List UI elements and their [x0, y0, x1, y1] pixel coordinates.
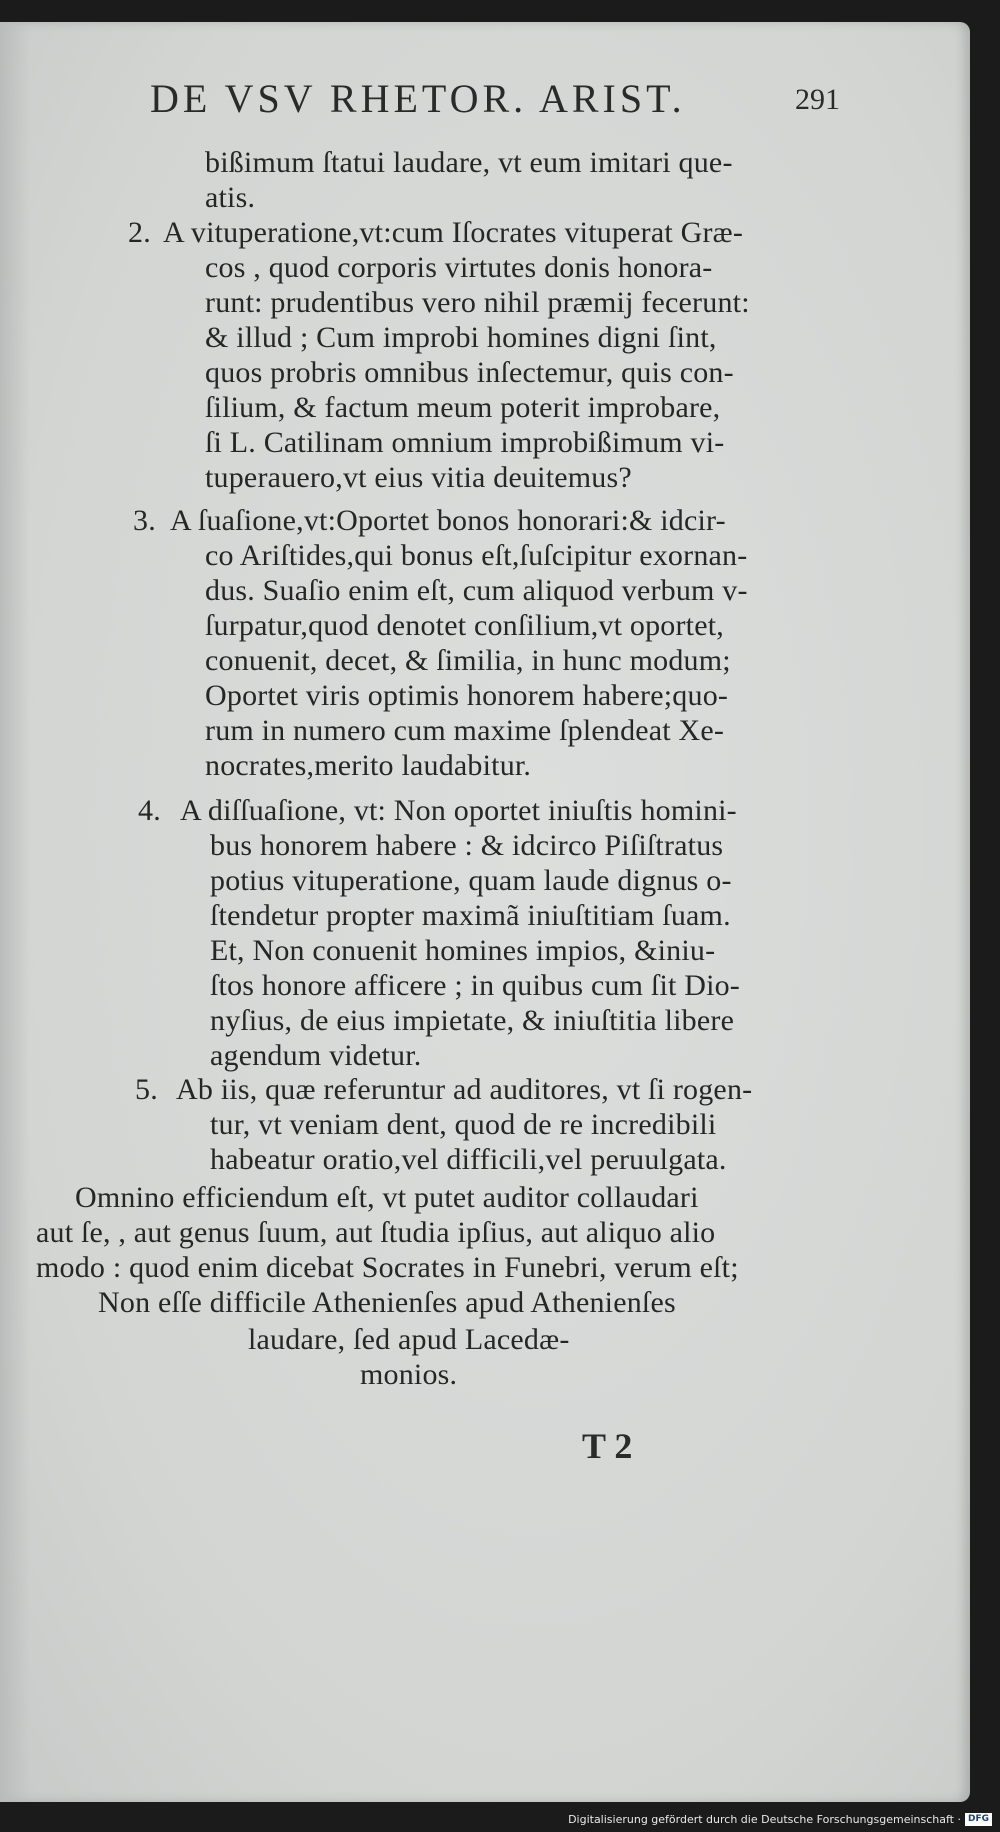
text-line: ſtos honore afficere ; in quibus cum ſit Dio- — [210, 969, 741, 1002]
text-line: dus. Suaſio enim eſt, cum aliquod verbum v- — [205, 574, 748, 607]
text-line: ſtendetur propter maximã iniuſtitiam ſuam. — [210, 899, 731, 932]
text-line: atis. — [205, 181, 256, 214]
item-number: 3. — [133, 504, 156, 537]
text-line: A diſſuaſione, vt: Non oportet iniuſtis homini- — [180, 794, 737, 827]
text-line: Non eſſe difficile Athenienſes apud Athenienſes — [98, 1286, 676, 1319]
text-line: Omnino efficiendum eſt, vt putet auditor collaudari — [75, 1181, 699, 1214]
item-number: 4. — [138, 794, 161, 827]
text-line: Oportet viris optimis honorem habere;quo- — [205, 679, 729, 712]
text-line: A ſuaſione,vt:Oportet bonos honorari:& idcir- — [170, 504, 726, 537]
text-line: ſi L. Catilinam omnium improbißimum vi- — [205, 426, 725, 459]
text-line: potius vituperatione, quam laude dignus o- — [210, 864, 732, 897]
text-line: co Ariſtides,qui bonus eſt,ſuſcipitur exornan- — [205, 539, 748, 572]
text-line: Ab iis, quæ referuntur ad auditores, vt ſi rogen- — [176, 1073, 753, 1106]
text-line: nyſius, de eius impietate, & iniuſtitia libere — [210, 1004, 735, 1037]
text-line: bißimum ſtatui laudare, vt eum imitari que- — [205, 146, 733, 179]
signature-mark: T 2 — [582, 1426, 633, 1466]
item-number: 5. — [135, 1073, 158, 1106]
text-line: conuenit, decet, & ſimilia, in hunc modum; — [205, 644, 731, 677]
text-line: nocrates,merito laudabitur. — [205, 749, 532, 782]
text-line: laudare, ſed apud Lacedæ- — [248, 1323, 570, 1356]
text-line: habeatur oratio,vel difficili,vel peruulgata. — [210, 1143, 727, 1176]
text-line: runt: prudentibus vero nihil præmij fecerunt: — [205, 286, 750, 319]
text-line: A vituperatione,vt:cum Iſocrates vituperat Græ- — [163, 216, 744, 249]
text-line: bus honorem habere : & idcirco Piſiſtratus — [210, 829, 724, 862]
text-line: monios. — [360, 1358, 458, 1391]
text-line: rum in numero cum maxime ſplendeat Xe- — [205, 714, 725, 747]
text-line: tur, vt veniam dent, quod de re incredibili — [210, 1108, 717, 1141]
item-number: 2. — [128, 216, 151, 249]
text-line: Et, Non conuenit homines impios, &iniu- — [210, 934, 716, 967]
text-line: & illud ; Cum improbi homines digni ſint, — [205, 321, 717, 354]
text-line: cos , quod corporis virtutes donis honora- — [205, 251, 713, 284]
page-number: 291 — [795, 83, 840, 116]
text-line: ſurpatur,quod denotet conſilium,vt oportet, — [205, 609, 724, 642]
digitization-credit — [568, 1810, 992, 1828]
text-line: aut ſe, , aut genus ſuum, aut ſtudia ipſius, aut aliquo alio — [36, 1216, 716, 1249]
text-line: tuperauero,vt eius vitia deuitemus? — [205, 461, 632, 494]
dfg-logo: DFG — [965, 1813, 992, 1826]
credit-text: Digitalisierung gefördert durch die Deutsche Forschungsgemeinschaft · — [568, 1812, 961, 1826]
text-line: ſilium, & factum meum poterit improbare, — [205, 391, 721, 424]
text-line: quos probris omnibus inſectemur, quis con- — [205, 356, 734, 389]
running-title: DE VSV RHETOR. ARIST. — [150, 76, 686, 121]
text-line: modo : quod enim dicebat Socrates in Funebri, verum eſt; — [36, 1251, 739, 1284]
text-line: agendum videtur. — [210, 1039, 422, 1072]
